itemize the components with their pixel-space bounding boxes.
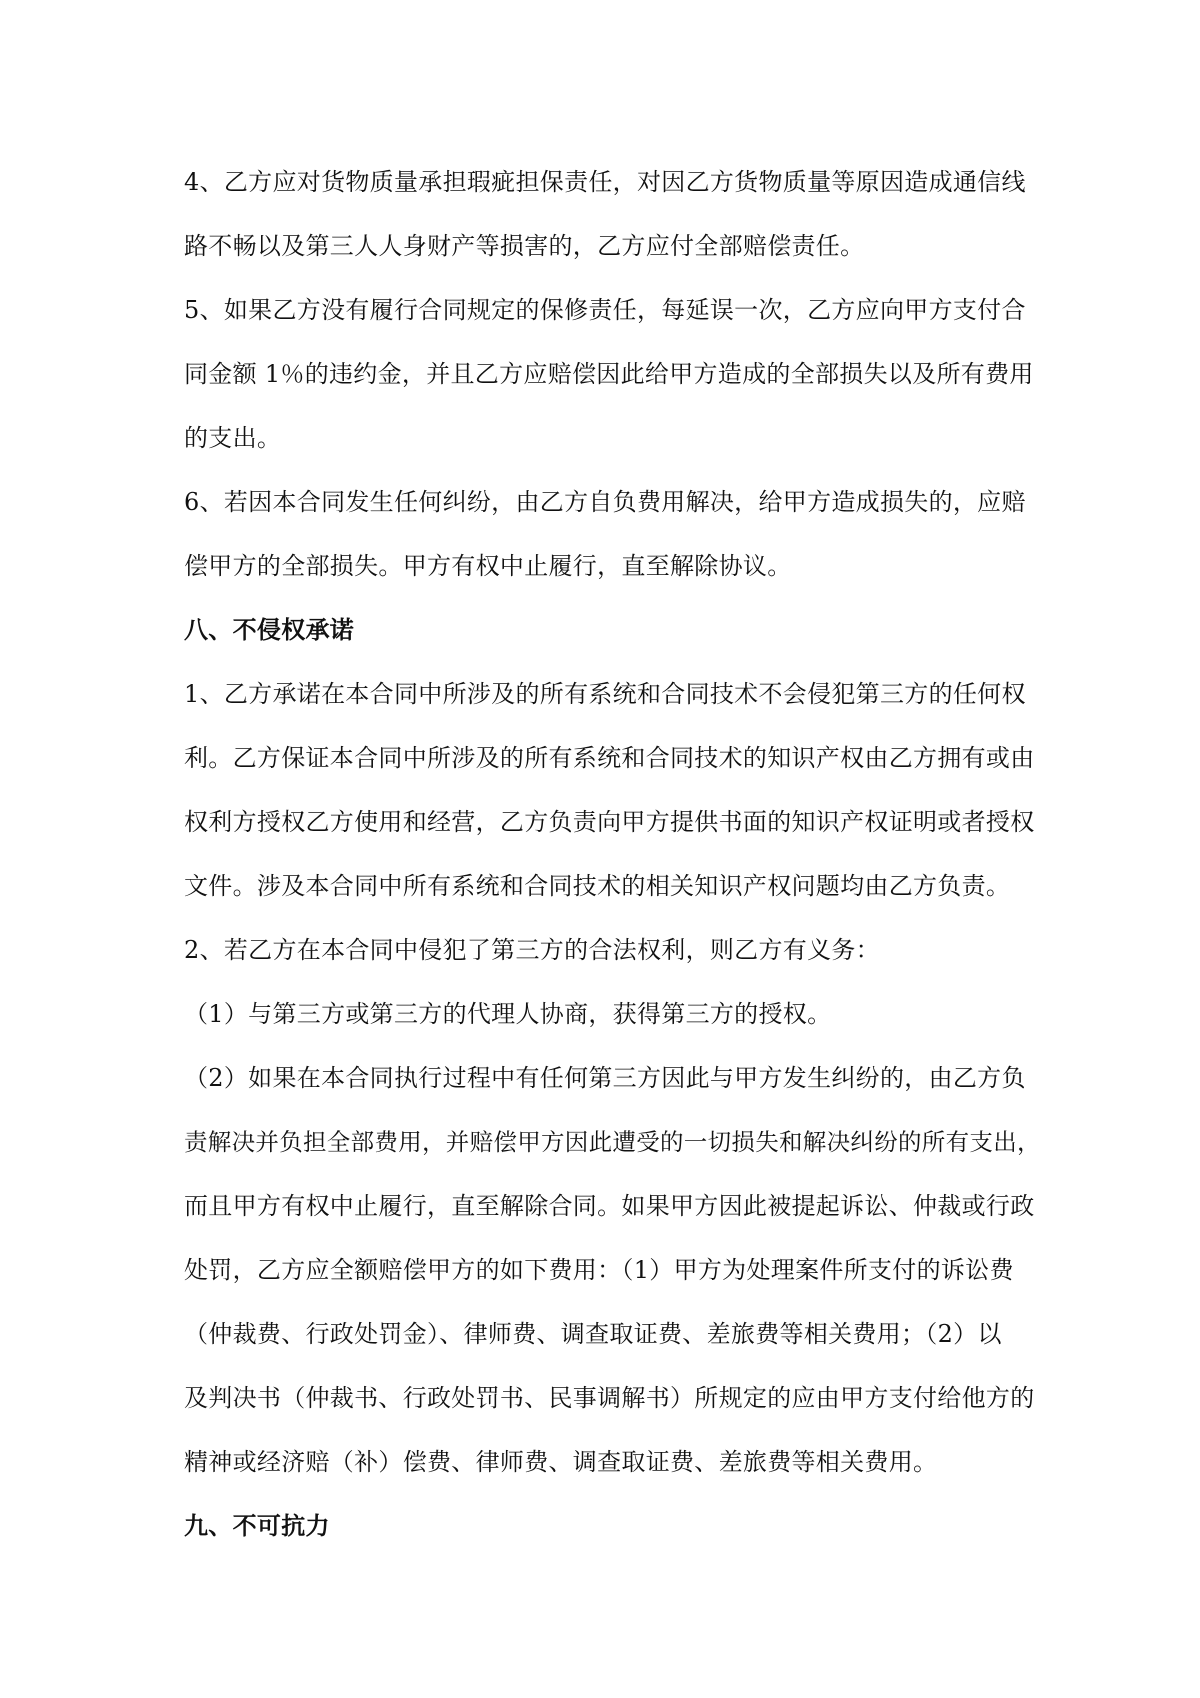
paragraph-line: 5、如果乙方没有履行合同规定的保修责任，每延误一次，乙方应向甲方支付合 [184, 296, 1026, 324]
paragraph-line: 同金额 1％的违约金，并且乙方应赔偿因此给甲方造成的全部损失以及所有费用 [184, 360, 1034, 388]
paragraph-line: 而且甲方有权中止履行，直至解除合同。如果甲方因此被提起诉讼、仲裁或行政 [184, 1192, 1035, 1220]
paragraph-line: 精神或经济赔（补）偿费、律师费、调查取证费、差旅费等相关费用。 [184, 1448, 938, 1476]
paragraph-line: 4、乙方应对货物质量承担瑕疵担保责任，对因乙方货物质量等原因造成通信线 [184, 168, 1026, 196]
paragraph-line: 的支出。 [184, 424, 282, 452]
paragraph-line: （仲裁费、行政处罚金）、律师费、调查取证费、差旅费等相关费用；（2）以 [184, 1320, 1002, 1348]
paragraph-line: 1、乙方承诺在本合同中所涉及的所有系统和合同技术不会侵犯第三方的任何权 [184, 680, 1026, 708]
paragraph-line: 文件。涉及本合同中所有系统和合同技术的相关知识产权问题均由乙方负责。 [184, 872, 1011, 900]
paragraph-line: 2、若乙方在本合同中侵犯了第三方的合法权利，则乙方有义务： [184, 936, 880, 964]
paragraph-line: 及判决书（仲裁书、行政处罚书、民事调解书）所规定的应由甲方支付给他方的 [184, 1384, 1035, 1412]
paragraph-line: 权利方授权乙方使用和经营，乙方负责向甲方提供书面的知识产权证明或者授权 [184, 808, 1035, 836]
paragraph-line: 路不畅以及第三人人身财产等损害的，乙方应付全部赔偿责任。 [184, 232, 865, 260]
paragraph-line: 偿甲方的全部损失。甲方有权中止履行，直至解除协议。 [184, 552, 792, 580]
paragraph-line: （1）与第三方或第三方的代理人协商，获得第三方的授权。 [184, 1000, 832, 1028]
paragraph-line: 责解决并负担全部费用，并赔偿甲方因此遭受的一切损失和解决纠纷的所有支出， [184, 1128, 1041, 1156]
section-heading: 九、不可抗力 [184, 1512, 330, 1540]
paragraph-line: 处罚，乙方应全额赔偿甲方的如下费用：（1）甲方为处理案件所支付的诉讼费 [184, 1256, 1014, 1284]
paragraph-line: （2）如果在本合同执行过程中有任何第三方因此与甲方发生纠纷的，由乙方负 [184, 1064, 1026, 1092]
section-heading: 八、不侵权承诺 [184, 616, 355, 644]
document-body [184, 150, 1041, 1558]
paragraph-line: 6、若因本合同发生任何纠纷，由乙方自负费用解决，给甲方造成损失的，应赔 [184, 488, 1026, 516]
paragraph-line: 利。乙方保证本合同中所涉及的所有系统和合同技术的知识产权由乙方拥有或由 [184, 744, 1035, 772]
